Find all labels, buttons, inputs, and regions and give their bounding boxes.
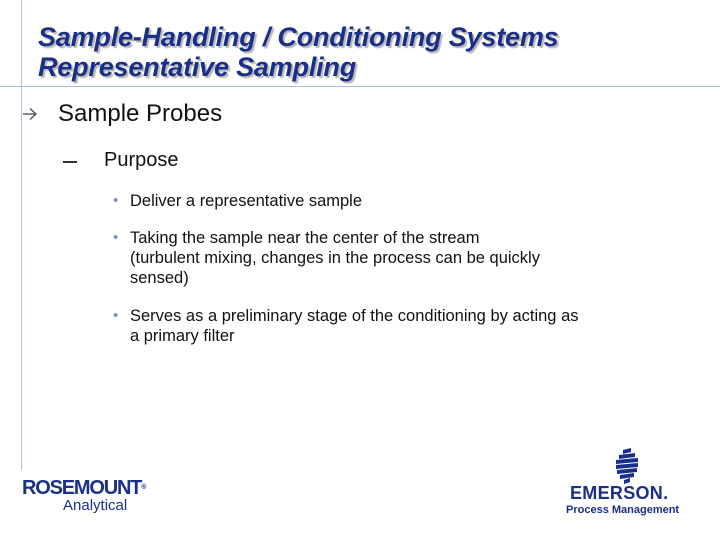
rosemount-subtitle: Analytical (63, 497, 128, 514)
emerson-globe-icon (613, 448, 641, 484)
bullet-item (113, 191, 703, 211)
title-line-1: Sample-Handling / Conditioning Systems (38, 22, 559, 52)
bullet-text (130, 191, 362, 211)
rosemount-logo (22, 478, 146, 514)
arrow-right-icon (22, 107, 38, 121)
registered-mark: ® (141, 484, 147, 491)
rosemount-wordmark: ROSEMOUNT (22, 477, 142, 499)
horizontal-rule (0, 86, 720, 87)
bullet-level-2 (63, 149, 179, 172)
emerson-subtitle: Process Management (566, 504, 680, 516)
bullet-line: Deliver a representative sample (130, 192, 363, 210)
bullet-line: sensed) (130, 269, 189, 287)
dash-icon (63, 161, 77, 163)
bullet-text (130, 228, 540, 288)
emerson-logo (562, 448, 692, 520)
title-line-2: Representative Sampling (38, 52, 357, 82)
bullet-dot-icon: • (113, 307, 119, 324)
bullet-level-1 (22, 100, 222, 128)
bullet-item (113, 306, 703, 346)
bullet-line: (turbulent mixing, changes in the process can be quickly (130, 249, 540, 267)
bullet-line: Taking the sample near the center of the stream (130, 229, 480, 247)
bullet-dot-icon: • (113, 192, 119, 209)
slide-title (38, 22, 558, 82)
bullet-text (130, 306, 579, 346)
level1-text: Sample Probes (58, 100, 223, 127)
bullet-item (113, 228, 703, 288)
bullet-line: Serves as a preliminary stage of the conditioning by acting as (130, 307, 579, 325)
bullet-line: a primary filter (130, 327, 235, 345)
emerson-wordmark: EMERSON. (570, 483, 669, 503)
level2-text: Purpose (104, 149, 179, 171)
bullet-dot-icon: • (113, 229, 119, 246)
vertical-rule (21, 0, 22, 470)
